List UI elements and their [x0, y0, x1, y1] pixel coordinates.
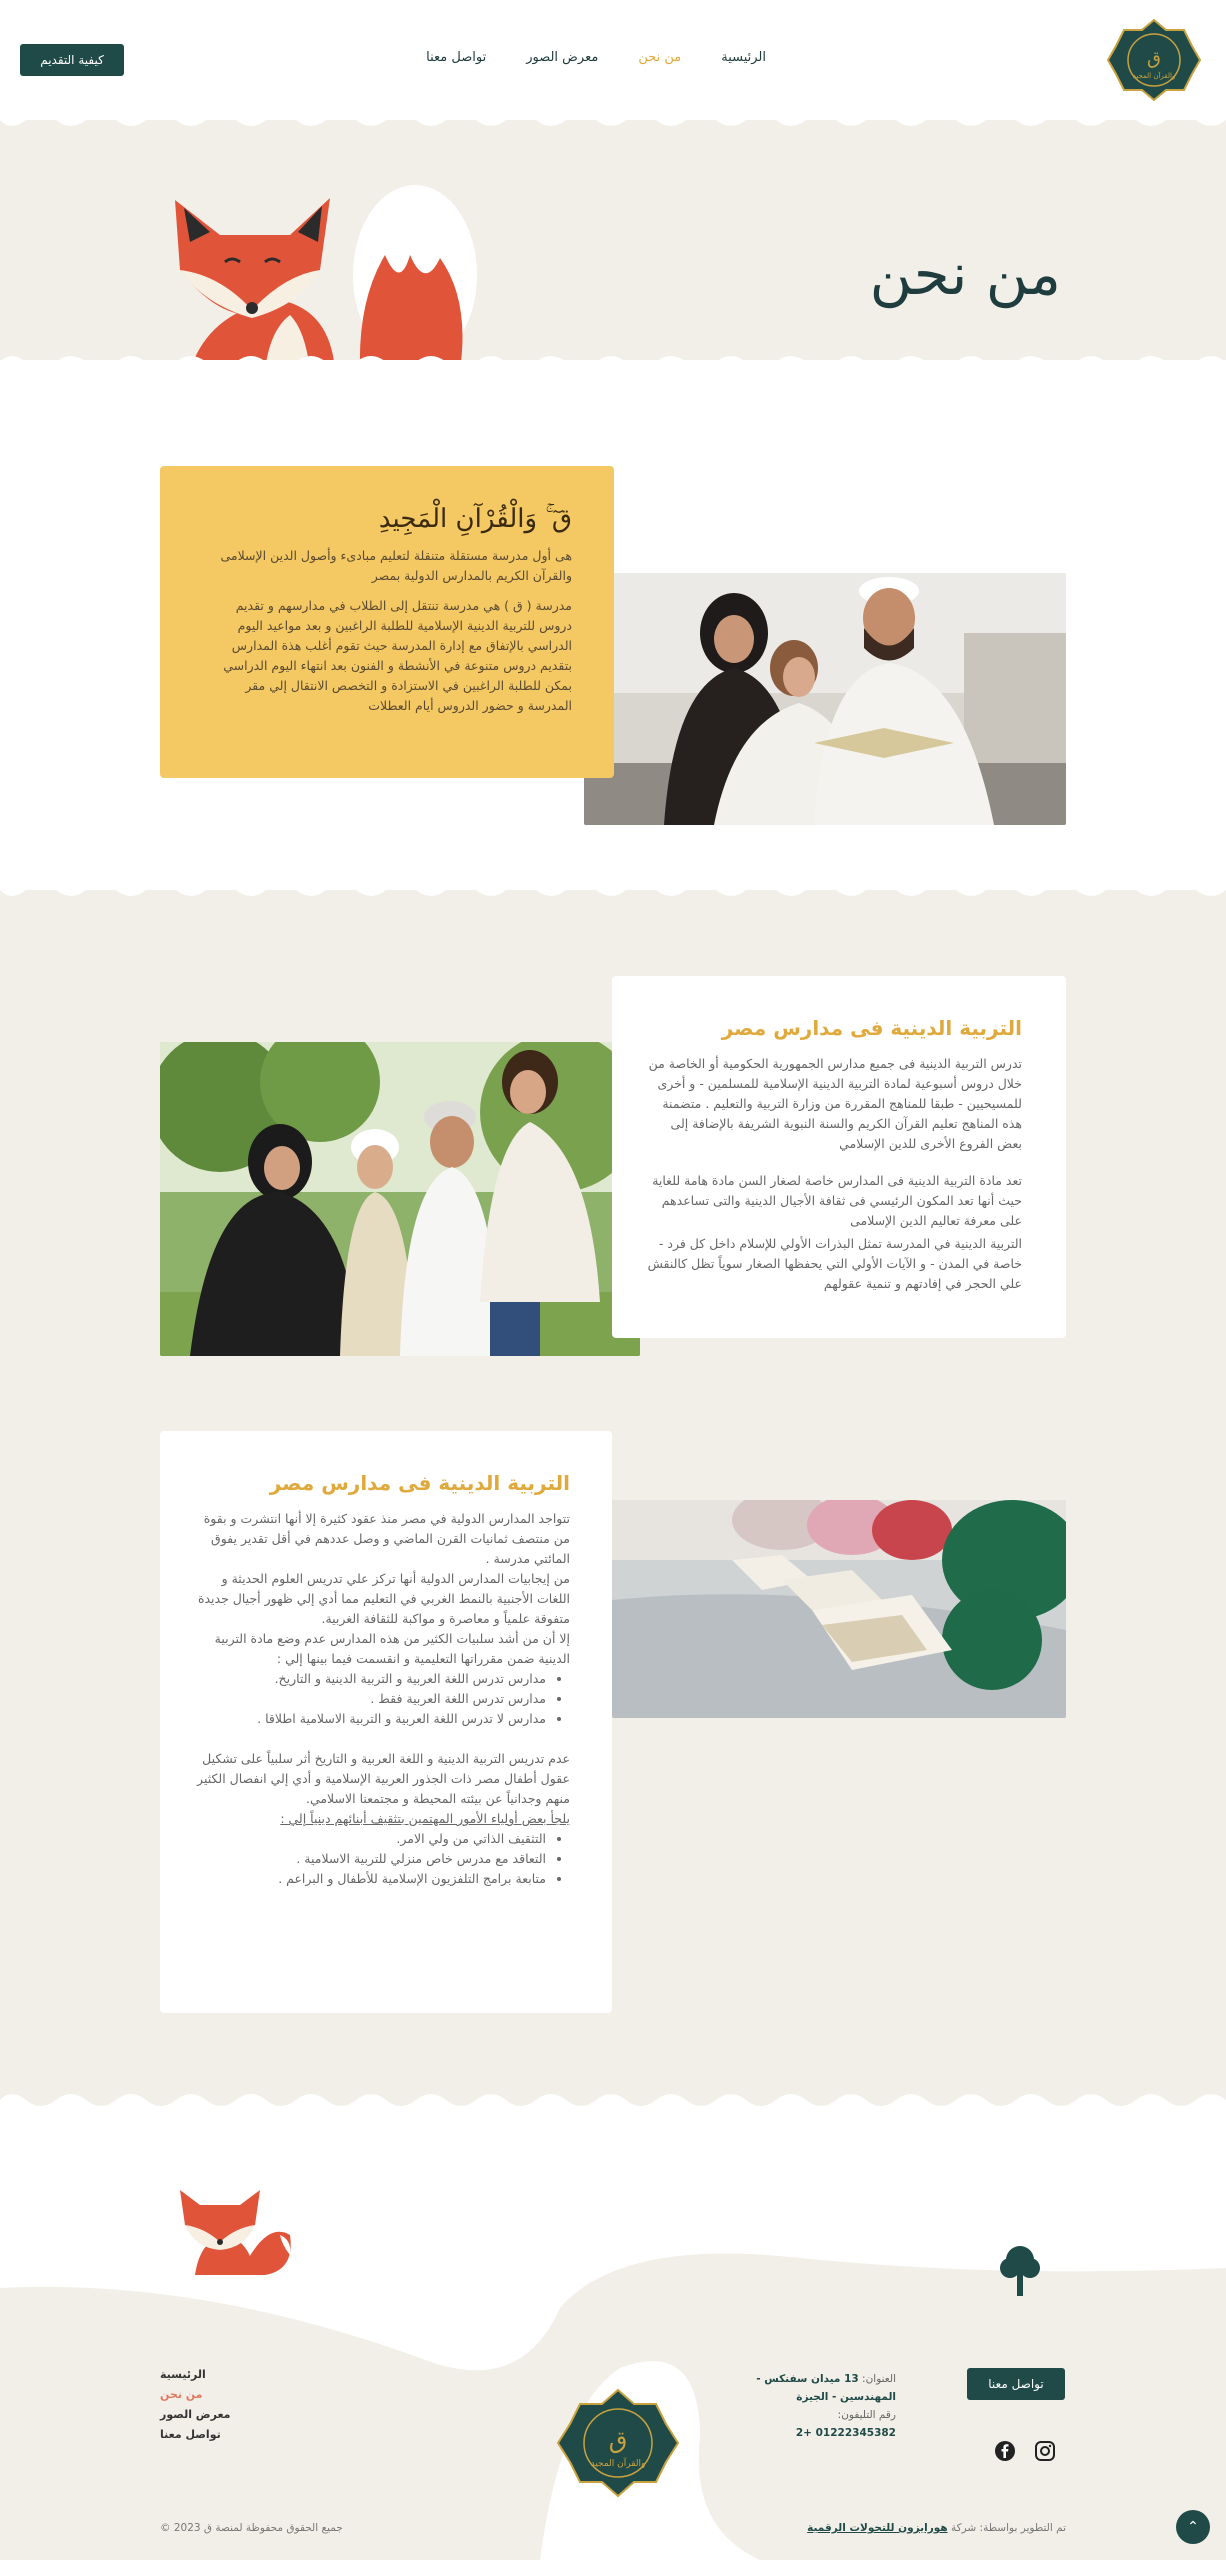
parent-options-list	[190, 1829, 570, 1889]
developer-link[interactable]: هورايزون للتحولات الرقمية	[807, 2522, 948, 2534]
list-item: • مدارس لا تدرس اللغة العربية و التربية الاسلامية اطلاقا .	[190, 1709, 546, 1729]
instagram-icon[interactable]	[1034, 2440, 1056, 2462]
children-reading-quran-photo	[612, 1500, 1066, 1718]
international-schools-content	[190, 1509, 570, 1889]
intro-paragraph-2: مدرسة ( ق ) هي مدرسة تنتقل إلى الطلاب في مدارسهم و تقديم دروس للتربية الدينية الإسلامية للطلبة الراغبين و بعد مواعيد اليوم الدراسي بالإتفاق مع إدارة المدرسة حيث تقوم أغلب هذة المدارس بتقديم دروس متنوعة في الأنشطة و الفنون بعد انتهاء اليوم الدراسي بمكن للطلبة الراغبين في الاستزادة و التخصص الانتقال إلي مقر المدرسة و حضور الدروس أيام العطلات	[223, 598, 572, 713]
contact-us-button[interactable]: تواصل معنا	[967, 2368, 1065, 2400]
developer-credit-prefix: تم التطوير بواسطة: شركة	[950, 2522, 1066, 2534]
religious-education-paragraph-2: تعد مادة التربية الدينية فى المدارس خاصة لصغار السن مادة هامة للغاية حيث أنها تعد المكون الرئيسي فى ثقافة الأجيال الدينية والتى تساعدهم على معرفة تعاليم الدين الإسلامى	[652, 1173, 1022, 1228]
nav-gallery[interactable]: معرض الصور	[526, 50, 599, 65]
copyright-text: جميع الحقوق محفوظة لمنصة ق 2023 ©	[160, 2522, 343, 2534]
international-schools-paragraph-5: يلجأ بعض أولياء الأمور المهتمين بتثقيف أبنائهم دينياً إلي :	[280, 1811, 570, 1826]
page-title: من نحن	[869, 240, 1061, 308]
site-header	[0, 0, 1226, 120]
list-item: • مدارس تدرس اللغة العربية فقط .	[190, 1689, 546, 1709]
list-item: • مدارس تدرس اللغة العربية و التربية الدينية و التاريخ.	[190, 1669, 546, 1689]
facebook-icon[interactable]	[994, 2440, 1016, 2462]
fox-illustration	[170, 180, 480, 370]
tree-icon	[998, 2244, 1042, 2296]
footer-fox-illustration	[170, 2180, 295, 2280]
quran-verse-title: قٓ ۚ وَالْقُرْآنِ الْمَجِيدِ	[378, 504, 572, 534]
header-wave	[0, 110, 1226, 134]
international-schools-paragraph-2: من إيجابيات المدارس الدولية أنها تركز علي تدريس العلوم الحديثة و اللغات الأجنبية بالنمط الغربي في التعليم مما أدي إلي ظهور أجيال جديدة متفوقة علمياً و معاصرة و مواكبة للثقافة الغربية.	[197, 1571, 570, 1626]
contact-info	[706, 2370, 896, 2442]
footer-nav-about[interactable]: من نحن	[160, 2388, 203, 2401]
phone-value[interactable]: 01222345382 +2	[795, 2427, 896, 2439]
developer-credit	[807, 2522, 1066, 2534]
phone-label: رقم التليفون:	[837, 2409, 896, 2421]
international-schools-paragraph-3: إلا أن من أشد سلبيات الكثير من هذه المدارس عدم وضع مادة التربية الدينية ضمن مقرراتها التعليمية و انقسمت فيما بينها إلي :	[214, 1631, 570, 1666]
site-logo[interactable]	[1106, 18, 1202, 102]
international-schools-title: التربية الدينية فى مدارس مصر	[269, 1471, 570, 1495]
main-nav	[426, 50, 766, 65]
list-item: • متابعة برامج التلفزيون الإسلامية للأطفال و البراعم .	[190, 1869, 546, 1889]
svg-text:ق: ق	[1147, 48, 1161, 69]
list-item: • التعاقد مع مدرس خاص منزلي للتربية الاسلامية .	[190, 1849, 546, 1869]
nav-home[interactable]: الرئيسية	[721, 50, 766, 65]
list-item: • التثقيف الذاتي من ولي الامر.	[190, 1829, 546, 1849]
chevron-up-icon: ⌃	[1187, 2519, 1199, 2535]
intro-card	[160, 466, 614, 778]
international-schools-paragraph-1: تتواجد المدارس الدولية في مصر منذ عقود كثيرة إلا أنها انتشرت و بقوة من منتصف ثمانيات القرن الماضي و وصل عددهم في أقل تقدير يفوق المائتي مدرسة .	[203, 1511, 570, 1566]
address-line	[706, 2370, 896, 2406]
footer-wave	[0, 2088, 1226, 2110]
footer-nav-gallery[interactable]: معرض الصور	[160, 2408, 231, 2421]
svg-text:والقرآن المجيد: والقرآن المجيد	[1132, 72, 1176, 80]
section-wave-bottom	[0, 880, 1226, 902]
international-schools-paragraph-4: عدم تدريس التربية الدينية و اللغة العربية و التاريخ أثر سلبياً على تشكيل عقول أطفال مصر ذات الجذور العربية الإسلامية و أدي إلي انفصال الكثير منهم وجدانياً عن بيئته المحيطة و مجتمعنا الاسلامي.	[197, 1751, 570, 1806]
footer-nav-contact[interactable]: تواصل معنا	[160, 2428, 221, 2441]
address-label: العنوان:	[862, 2373, 896, 2385]
religious-education-card	[612, 976, 1066, 1338]
footer-nav-home[interactable]: الرئيسية	[160, 2368, 206, 2381]
religious-education-paragraph-1: تدرس التربية الدينية فى جميع مدارس الجمهورية الحكومية أو الخاصة من خلال دروس أسبوعية لمادة التربية الدينية الإسلامية للمسلمين - و أخرى للمسيحيين - طبقا للمناهج المقررة من وزارة التربية والتعليم . متضمنة هذه المناهج تعليم القرآن الكريم والسنة النبوية الشريفة بالإضافة إلى بعض الفروع الأخرى للدين الإسلامي	[648, 1056, 1022, 1151]
family-outdoor-photo	[160, 1042, 640, 1356]
international-schools-card	[160, 1431, 612, 2013]
nav-about[interactable]: من نحن	[638, 50, 682, 65]
nav-contact[interactable]: تواصل معنا	[426, 50, 487, 65]
school-types-list	[190, 1669, 570, 1729]
svg-text:والقرآن المجيد: والقرآن المجيد	[590, 2459, 646, 2469]
religious-education-title: التربية الدينية فى مدارس مصر	[721, 1016, 1022, 1040]
family-reading-photo	[584, 573, 1066, 825]
footer-nav	[160, 2368, 280, 2441]
address-value: 13 ميدان سفنكس - المهندسين - الجيزة	[756, 2373, 896, 2403]
footer-logo[interactable]	[556, 2388, 680, 2498]
intro-paragraph-1: هى أول مدرسة مستقلة متنقلة لتعليم مبادىء وأصول الدين الإسلامى والقرآن الكريم بالمدارس الدولية بمصر	[220, 548, 572, 583]
scroll-to-top-button[interactable]	[1176, 2510, 1210, 2544]
religious-education-paragraph-3: التربية الدينية في المدرسة تمثل البذرات الأولي للإسلام داخل كل فرد - خاصة في المدن - و الآيات الأولي التي يحفظها الصغار سوياً تظل كالنقش علي الحجر في إفادتهم و تنمية عقولهم	[647, 1236, 1022, 1291]
how-to-apply-button[interactable]: كيفية التقديم	[20, 44, 124, 76]
svg-text:ق: ق	[608, 2426, 628, 2454]
